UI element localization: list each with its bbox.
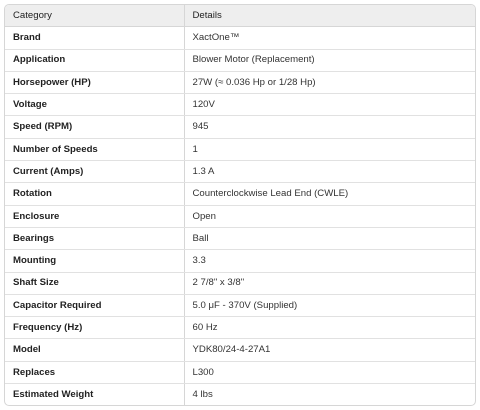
column-header-details: Details — [184, 5, 475, 27]
row-category: Speed (RPM) — [5, 116, 184, 138]
row-category: Application — [5, 49, 184, 71]
table-row — [5, 361, 475, 383]
row-details: 60 Hz — [184, 317, 475, 339]
row-details: 4 lbs — [192, 388, 213, 400]
row-details: 2 7/8" x 3/8" — [184, 272, 475, 294]
row-category: Mounting — [5, 250, 184, 272]
table-row — [5, 116, 475, 138]
table-row — [5, 339, 475, 361]
row-category: Current (Amps) — [5, 161, 184, 183]
row-category: Voltage — [5, 94, 184, 116]
table-row — [5, 205, 475, 227]
table-row — [5, 161, 475, 183]
row-details: Ball — [184, 227, 475, 249]
row-category: Enclosure — [5, 205, 184, 227]
row-details: Blower Motor (Replacement) — [184, 49, 475, 71]
specs-table-container — [4, 4, 476, 406]
row-details: YDK80/24-4-27A1 — [184, 339, 475, 361]
row-category: Frequency (Hz) — [5, 317, 184, 339]
table-row — [5, 183, 475, 205]
row-details: L300 — [184, 361, 475, 383]
table-row — [5, 384, 475, 406]
row-category: Bearings — [5, 227, 184, 249]
table-header — [5, 5, 475, 27]
header-row — [5, 5, 475, 27]
row-details: XactOne™ — [184, 27, 475, 49]
table-row — [5, 227, 475, 249]
table-row — [5, 272, 475, 294]
row-category: Shaft Size — [5, 272, 184, 294]
specs-table — [5, 5, 475, 405]
row-category: Capacitor Required — [5, 294, 184, 316]
row-details: 5.0 μF - 370V (Supplied) — [184, 294, 475, 316]
row-details: 1 — [184, 138, 475, 160]
row-details: 120V — [184, 94, 475, 116]
row-category: Brand — [5, 27, 184, 49]
row-category: Horsepower (HP) — [5, 71, 184, 93]
table-row — [5, 294, 475, 316]
row-category: Number of Speeds — [5, 138, 184, 160]
row-details: Open — [184, 205, 475, 227]
row-category: Replaces — [5, 361, 184, 383]
table-row — [5, 27, 475, 49]
row-details: 3.3 — [184, 250, 475, 272]
table-row — [5, 94, 475, 116]
row-details: 1.3 A — [184, 161, 475, 183]
table-body — [5, 27, 475, 406]
table-row — [5, 71, 475, 93]
column-header-category: Category — [5, 5, 184, 27]
row-details: Counterclockwise Lead End (CWLE) — [184, 183, 475, 205]
table-row — [5, 317, 475, 339]
row-category: Rotation — [5, 183, 184, 205]
table-row — [5, 49, 475, 71]
table-row — [5, 138, 475, 160]
row-details: 27W (≈ 0.036 Hp or 1/28 Hp) — [184, 71, 475, 93]
table-row — [5, 250, 475, 272]
row-category: Estimated Weight — [5, 384, 184, 406]
row-details: 945 — [184, 116, 475, 138]
row-category: Model — [5, 339, 184, 361]
